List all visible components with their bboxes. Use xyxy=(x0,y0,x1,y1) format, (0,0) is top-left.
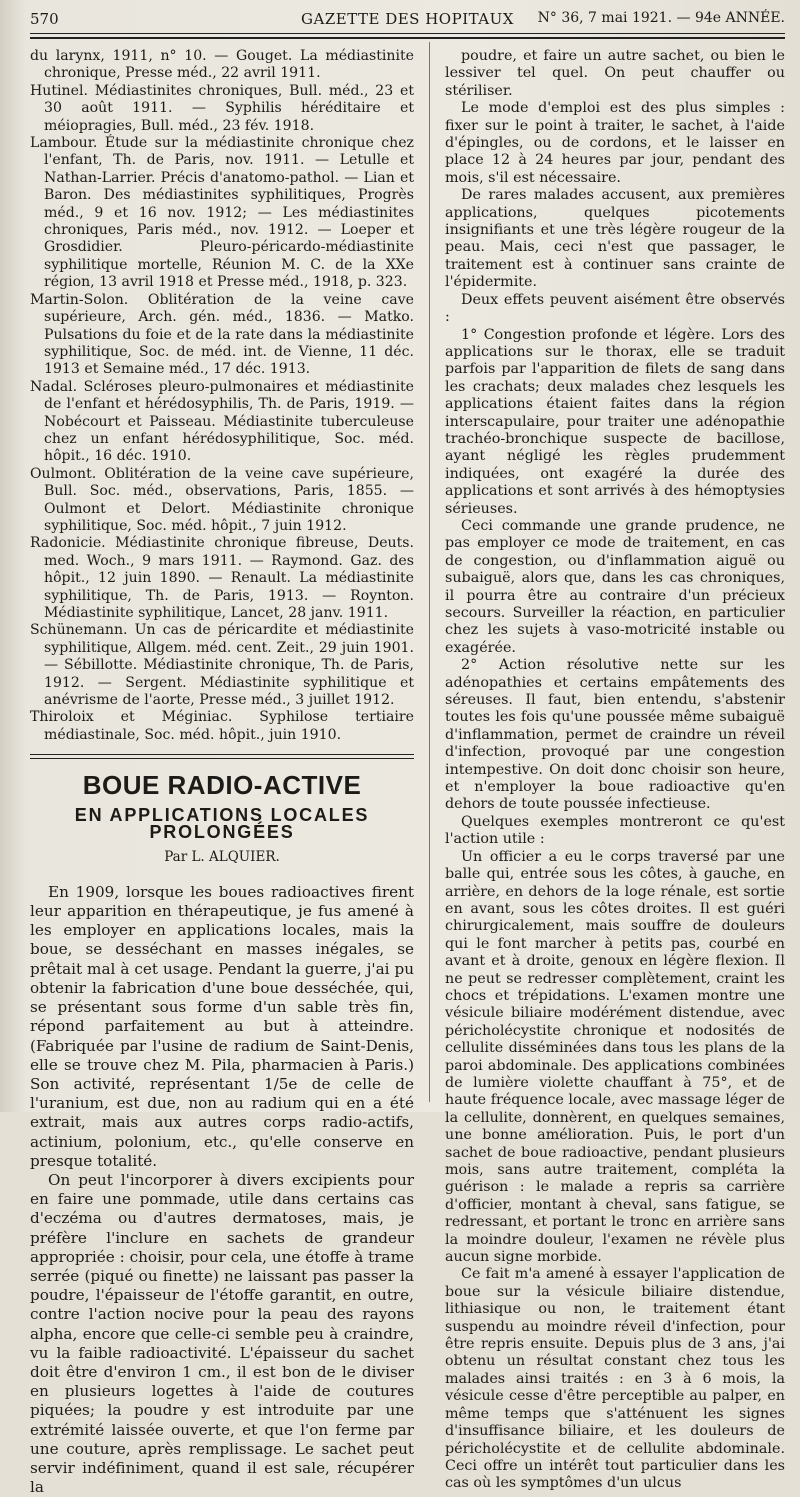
reference-entry: du larynx, 1911, n° 10. — Gouget. La médiastinite chronique, Presse méd., 22 avril 1911. xyxy=(30,48,414,82)
article-paragraph: Le mode d'emploi est des plus simples : fixer sur le point à traiter, le sachet, à l'aide d'épingles, ou de cordons, et le laisser en place 12 à 24 heures par jour, pendant des mois, s'il est nécessaire. xyxy=(445,100,785,186)
right-column xyxy=(445,48,785,1493)
article-subtitle: EN APPLICATIONS LOCALES PROLONGÉES xyxy=(74,804,370,843)
article-paragraph: 2° Action résolutive nette sur les adénopathies et certains empâtements des séreuses. Il faut, bien entendu, s'abstenir toutes les fois qu'une poussée même subaiguë d'inflammation, permet de craindre un réveil d'infection, provoqué par une congestion intempestive. On doit donc choisir son heure, et n'employer la boue radioactive qu'en dehors de toute poussée infectieuse. xyxy=(445,657,785,813)
article-byline: Par L. ALQUIER. xyxy=(164,849,280,866)
article-paragraph: Ce fait m'a amené à essayer l'application de boue sur la vésicule biliaire distendue, lithiasique ou non, le traitement étant suspendu au moindre réveil d'infection, pour être repris ensuite. Depuis plus de 3 ans, j'ai obtenu un résultat constant chez tous les malades ainsi traités : en 3 à 6 mois, la vésicule cesse d'être perceptible au palper, en même temps que s'atténuent les signes d'insuffisance biliaire, et les douleurs de péricholécystite et de cellulite abdominale. Ceci offre un intérêt tout particulier dans les cas où les symptômes d'un ulcus xyxy=(445,1266,785,1492)
bibliography xyxy=(30,48,414,744)
reference-entry: Martin-Solon. Oblitération de la veine cave supérieure, Arch. gén. méd., 1836. — Matko. Pulsations du foie et de la rate dans la médiastinite syphilitique, Soc. de méd. int. de Vienne, 11 déc. 1913 et Semaine méd., 17 déc. 1913. xyxy=(30,291,414,378)
article-paragraph: Quelques exemples montreront ce qu'est l'action utile : xyxy=(445,813,785,848)
article-paragraph: De rares malades accusent, aux premières applications, quelques picotements insignifiants et une très légère rougeur de la peau. Mais, ceci n'est que passager, le traitement est à continuer sans crainte de l'épidermite. xyxy=(445,187,785,291)
page-number: 570 xyxy=(30,10,59,28)
reference-entry: Nadal. Scléroses pleuro-pulmonaires et médiastinite de l'enfant et hérédosyphilis, Th. de Paris, 1919. — Nobécourt et Paisseau. Médiastinite tuberculeuse chez un enfant hérédosyphilitique, Soc. méd. hôpit., 16 déc. 1910. xyxy=(30,378,414,465)
article-paragraph: Un officier a eu le corps traversé par une balle qui, entrée sous les côtes, à gauche, en arrière, en dehors de la loge rénale, est sortie en avant, sous les côtes droites. Il est guéri chirurgicalement, mais souffre de douleurs qui le font marcher à petits pas, courbé en avant et à droite, genoux en légère flexion. Il ne peut se redresser complètement, craint les chocs et trépidations. L'examen montre une vésicule biliaire modérément distendue, avec péricholécystite chronique et nodosités de cellulite disséminées dans tous les plans de la paroi abdominale. Des applications combinées de lumière violette chauffant à 75°, et de haute fréquence locale, avec massage léger de la cellulite, donnèrent, en quelques semaines, une bonne amélioration. Puis, le port d'un sachet de boue radioactive, pendant plusieurs mois, sans autre traitement, compléta la guérison : le malade a repris sa carrière d'officier, montant à cheval, sans fatigue, se redressant, et portant le tronc en arrière sans la moindre douleur, l'examen ne révèle plus aucun signe morbide. xyxy=(445,848,785,1266)
column-divider xyxy=(429,42,430,1102)
reference-entry: Thiroloix et Méginiac. Syphilose tertiaire médiastinale, Soc. méd. hôpit., juin 1910. xyxy=(30,709,414,743)
article-paragraph: On peut l'incorporer à divers excipients pour en faire une pommade, utile dans certains cas d'eczéma ou d'autres dermatoses, mais, je préfère l'inclure en sachets de grandeur appropriée : choisir, pour cela, une étoffe à trame serrée (piqué ou finette) ne laissant pas passer la poudre, l'épaisseur de l'étoffe garantit, en outre, contre l'action nocive pour la peau des rayons alpha, encore que celle-ci semble peu à craindre, vu la faible radioactivité. L'épaisseur du sachet doit être d'environ 1 cm., il est bon de le diviser en plusieurs logettes à l'aide de coutures piquées; la poudre y est introduite par une extrémité laissée ouverte, et que l'on ferme par une couture, après remplissage. Le sachet peut servir indéfiniment, quand il est sale, récupérer la xyxy=(30,1170,414,1497)
article-paragraph: Ceci commande une grande prudence, ne pas employer ce mode de traitement, en cas de congestion, ou d'inflammation aiguë ou subaiguë, alors que, dans les cas chroniques, il pourra être au contraire d'un précieux secours. Surveiller la réaction, en particulier chez les sujets à vaso-motricité instable ou exagérée. xyxy=(445,517,785,656)
header-rule-thick xyxy=(30,37,785,39)
article-title: BOUE RADIO-ACTIVE xyxy=(82,770,362,801)
journal-title: GAZETTE DES HOPITAUX xyxy=(301,10,514,28)
reference-entry: Oulmont. Oblitération de la veine cave supérieure, Bull. Soc. méd., observations, Paris, 1855. — Oulmont et Delort. Médiastinite chronique syphilitique, Soc. méd. hôpit., 7 juin 1912. xyxy=(30,465,414,534)
article-paragraph: Deux effets peuvent aisément être observés : xyxy=(445,291,785,326)
section-rule xyxy=(30,754,414,755)
article-paragraph: 1° Congestion profonde et légère. Lors des applications sur le thorax, elle se traduit parfois par l'apparition de filets de sang dans les crachats; deux malades chez lesquels les applications étaient faites dans la région interscapulaire, pour traiter une adénopathie trachéo-bronchique suspecte de bacillose, ayant négligé les règles prudemment indiquées, ont exagéré la durée des applications et sont arrivés à des hémoptysies sérieuses. xyxy=(445,326,785,517)
reference-entry: Hutinel. Médiastinites chroniques, Bull. méd., 23 et 30 août 1911. — Syphilis héréditaire et méiopragies, Bull. méd., 23 fév. 1918. xyxy=(30,82,414,134)
issue-info: N° 36, 7 mai 1921. — 94e ANNÉE. xyxy=(537,10,785,26)
article-paragraph: En 1909, lorsque les boues radioactives firent leur apparition en thérapeutique, je fus amené à les employer en applications locales, mais la boue, se desséchant en masses inégales, se prêtait mal à cet usage. Pendant la guerre, j'ai pu obtenir la fabrication d'une boue desséchée, qui, se présentant sous forme d'un sable très fin, répond parfaitement au but à atteindre. (Fabriquée par l'usine de radium de Saint-Denis, elle se trouve chez M. Pila, pharmacien à Paris.) Son activité, représentant 1/5e de celle de l'uranium, est due, non au radium qui en a été extrait, mais aux autres corps radio-actifs, actinium, polonium, etc., qu'elle conserve en presque totalité. xyxy=(30,882,414,1170)
section-rule-double xyxy=(30,758,414,759)
article-body-left xyxy=(30,883,414,1497)
reference-entry: Schünemann. Un cas de péricardite et médiastinite syphilitique, Allgem. méd. cent. Zeit., 29 juin 1901. — Sébillotte. Médiastinite chronique, Th. de Paris, 1912. — Sergent. Médiastinite syphilitique et anévrisme de l'aorte, Presse méd., 3 juillet 1912. xyxy=(30,622,414,709)
reference-entry: Radonicie. Médiastinite chronique fibreuse, Deuts. med. Woch., 9 mars 1911. — Raymond. Gaz. des hôpit., 12 juin 1890. — Renault. La médiastinite syphilitique, Th. de Paris, 1913. — Roynton. Médiastinite syphilitique, Lancet, 28 janv. 1911. xyxy=(30,535,414,621)
left-column xyxy=(30,48,414,1497)
article-paragraph: poudre, et faire un autre sachet, ou bien le lessiver tel quel. On peut chauffer ou stériliser. xyxy=(445,48,785,99)
reference-entry: Lambour. Étude sur la médiastinite chronique chez l'enfant, Th. de Paris, nov. 1911. — Letulle et Nathan-Larrier. Précis d'anatomo-pathol. — Lian et Baron. Des médiastinites syphilitiques, Progrès méd., 9 et 16 nov. 1912; — Les médiastinites chroniques, Paris méd., nov. 1912. — Loeper et Grosdidier. Pleuro-péricardo-médiastinite syphilitique mortelle, Réunion M. C. de la XXe région, 13 avril 1918 et Presse méd., 1918, p. 323. xyxy=(30,135,414,291)
running-header xyxy=(30,10,785,32)
header-rule xyxy=(30,33,785,34)
